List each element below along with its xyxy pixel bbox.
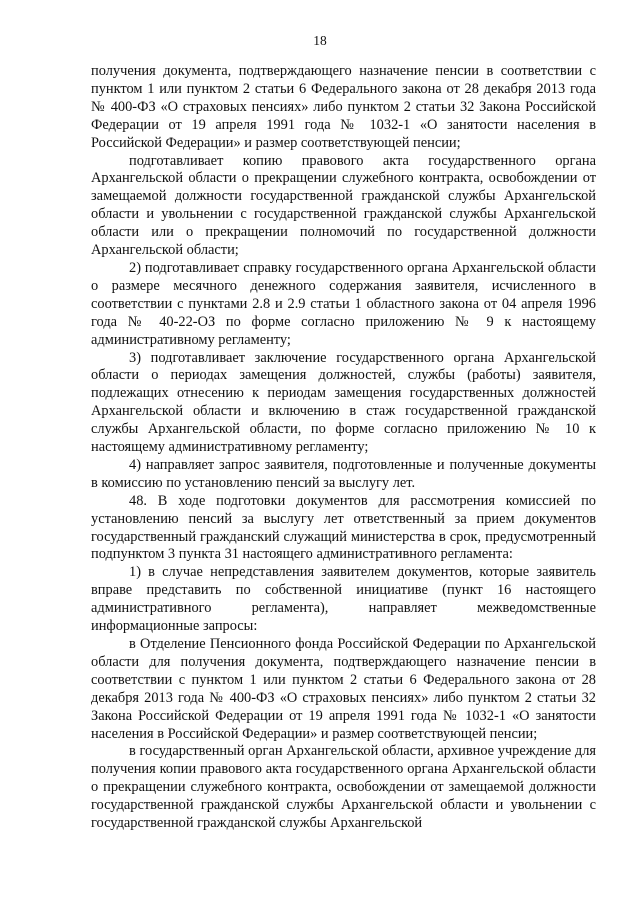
page-number: 18 — [313, 33, 327, 48]
paragraph: в Отделение Пенсионного фонда Российской Федерации по Архангельской области для получения документа, подтверждающего назначение пенсии в соответствии с пунктом 1 или пунктом 2 статьи 6 Федерального закона от 28 декабря 2013 года № 400-ФЗ «О страховых пенсиях» либо пунктом 2 статьи 32 Закона Российской Федерации от 19 апреля 1991 года № 1032-1 «О занятости населения в Российской Федерации» и размер соответствующей пенсии; — [91, 636, 596, 742]
paragraph: 1) в случае непредставления заявителем документов, которые заявитель вправе представить по собственной инициативе (пункт 16 настоящего административного регламента), направляет межведомственные информационные запросы: — [91, 564, 596, 635]
paragraph: 48. В ходе подготовки документов для рассмотрения комиссией по установлению пенсий за выслугу лет ответственный за прием документов государственный гражданский служащий министерства в срок, предусмотренный подпунктом 3 пункта 31 настоящего административного регламента: — [91, 492, 596, 563]
paragraph: подготавливает копию правового акта государственного органа Архангельской области о прекращении служебного контракта, освобождении от замещаемой должности государственной гражданской службы Архангельской области и увольнении с государственной гражданской службы Архангельской области или о прекращении полномочий по государственной должности Архангельской области; — [91, 152, 596, 259]
paragraph: в государственный орган Архангельской области, архивное учреждение для получения копии правового акта государственного органа Архангельской области о прекращении служебного контракта, освобождении от замещаемой должности государственной гражданской службы Архангельской области и увольнении с государственной гражданской службы Архангельской — [91, 743, 596, 832]
paragraph: 3) подготавливает заключение государственного органа Архангельской области о периодах замещения должностей, службы (работы) заявителя, подлежащих отнесению к периодам замещения государственных должностей Архангельской области и включению в стаж государственной гражданской службы Архангельской области, по форме согласно приложению № 10 к настоящему административному регламенту; — [91, 349, 596, 456]
paragraph-continuation: получения документа, подтверждающего назначение пенсии в соответствии с пунктом 1 или пунктом 2 статьи 6 Федерального закона от 28 декабря 2013 года № 400-ФЗ «О страховых пенсиях» либо пунктом 2 статьи 32 Закона Российской Федерации от 19 апреля 1991 года № 1032-1 «О занятости населения в Российской Федерации» и размер соответствующей пенсии; — [91, 63, 596, 151]
paragraph: 2) подготавливает справку государственного органа Архангельской области о размере месячного денежного содержания заявителя, исчисленного в соответствии с пунктами 2.8 и 2.9 статьи 1 областного закона от 04 апреля 1996 года № 40-22-ОЗ по форме согласно приложению № 9 к настоящему административному регламенту; — [91, 259, 596, 348]
document-body — [91, 63, 596, 833]
paragraph: 4) направляет запрос заявителя, подготовленные и полученные документы в комиссию по установлению пенсий за выслугу лет. — [91, 456, 596, 491]
